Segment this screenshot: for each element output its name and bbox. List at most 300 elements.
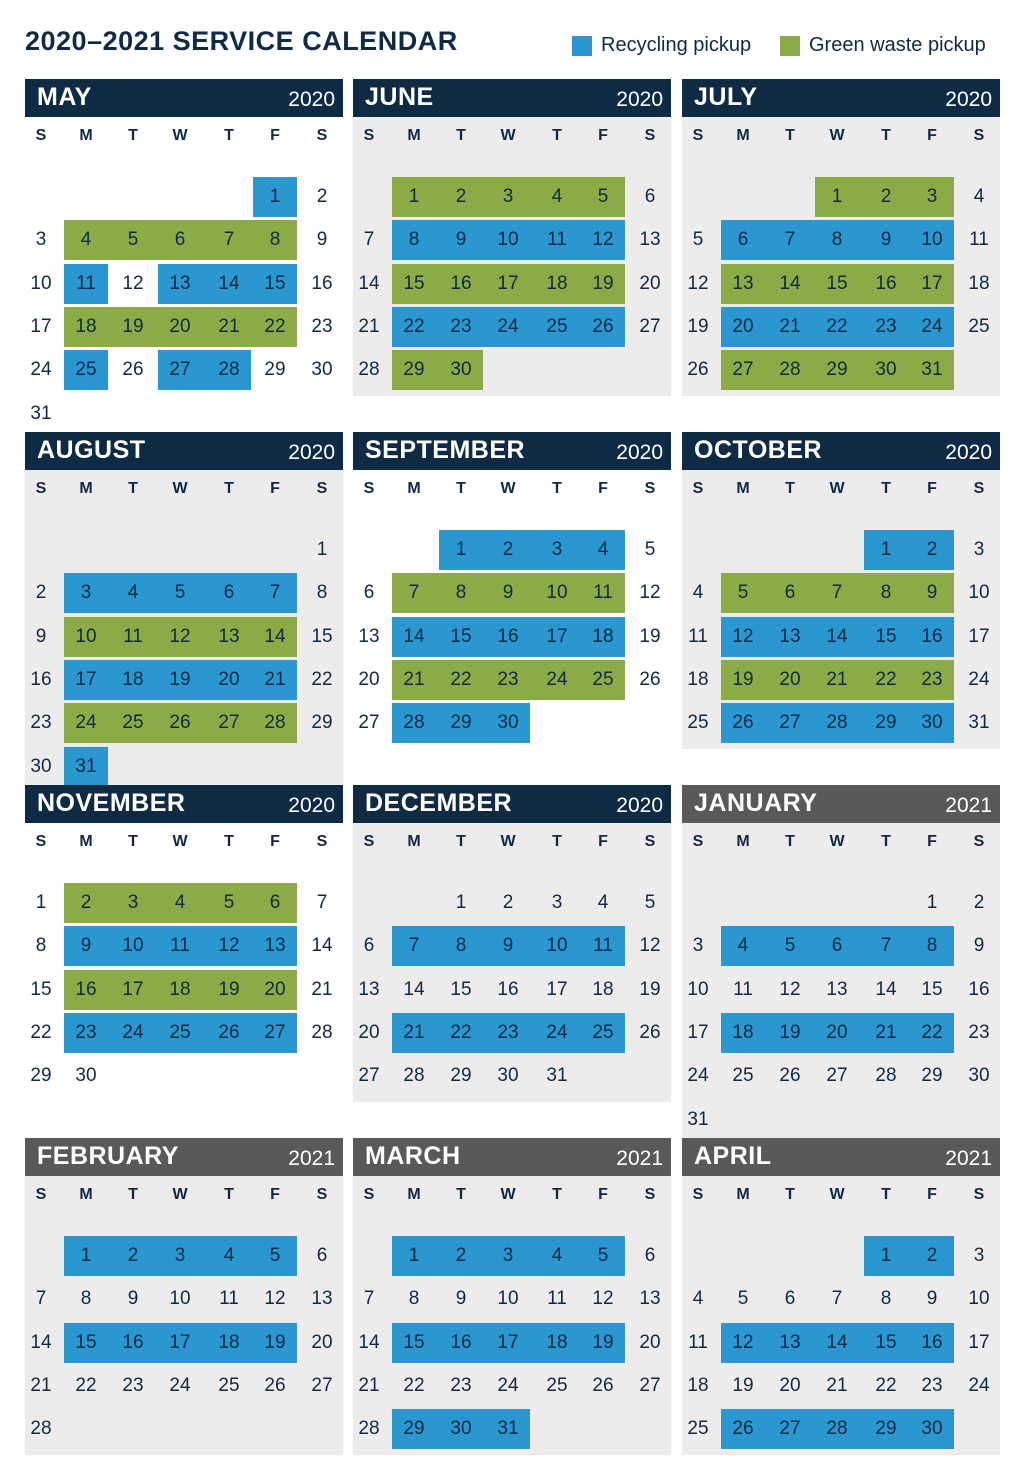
weekday-label: M	[736, 1186, 750, 1203]
month-january	[682, 785, 1000, 1130]
day-cell: 23	[921, 668, 943, 690]
day-cell: 15	[450, 625, 472, 647]
month-february	[25, 1138, 343, 1478]
day-cell: 23	[921, 1374, 943, 1396]
day-cell: 5	[127, 229, 139, 251]
day-cell: 10	[30, 272, 52, 294]
weekday-label: T	[224, 480, 234, 497]
day-cell: 31	[497, 1418, 519, 1440]
weekday-label: W	[829, 480, 845, 497]
weekday-label: W	[500, 1186, 516, 1203]
day-cell: 8	[408, 229, 420, 251]
day-cell: 12	[592, 229, 614, 251]
day-cell: 31	[75, 755, 97, 777]
day-cell: 25	[546, 1374, 568, 1396]
month-header	[682, 432, 1000, 470]
day-cell: 13	[358, 625, 380, 647]
day-cell: 8	[408, 1288, 420, 1310]
day-cell: 29	[450, 1065, 472, 1087]
month-year: 2021	[288, 1147, 335, 1170]
day-cell: 28	[826, 1418, 848, 1440]
day-cell: 15	[311, 625, 333, 647]
day-cell: 22	[403, 1374, 425, 1396]
day-cell: 1	[408, 1245, 420, 1266]
day-cell: 2	[926, 539, 938, 560]
day-cell: 18	[687, 668, 709, 690]
month-april	[682, 1138, 1000, 1478]
day-cell: 28	[358, 1418, 380, 1440]
day-cell: 6	[644, 186, 656, 207]
weekday-label: T	[785, 127, 795, 144]
day-cell: 15	[75, 1331, 97, 1353]
day-cell: 29	[875, 1418, 897, 1440]
day-cell: 27	[264, 1021, 286, 1043]
day-cell: 22	[921, 1021, 943, 1043]
day-cell: 23	[75, 1021, 97, 1043]
day-cell: 12	[732, 1331, 754, 1353]
day-cell: 10	[122, 935, 144, 957]
day-cell: 22	[30, 1021, 52, 1043]
month-name: MAY	[37, 83, 92, 111]
day-cell: 4	[597, 539, 609, 560]
day-cell: 15	[875, 1331, 897, 1353]
day-cell: 30	[968, 1065, 990, 1087]
day-cell: 8	[831, 229, 843, 251]
weekday-label: W	[172, 1186, 188, 1203]
weekday-label: W	[172, 833, 188, 850]
day-cell: 10	[687, 978, 709, 1000]
day-cell: 13	[779, 1331, 801, 1353]
day-cell: 1	[316, 539, 328, 560]
weekday-label: T	[881, 1186, 891, 1203]
month-grid	[682, 1176, 1000, 1455]
day-cell: 14	[311, 935, 333, 957]
day-cell: 17	[75, 668, 97, 690]
day-cell: 11	[593, 582, 613, 604]
day-cell: 27	[358, 712, 380, 734]
month-grid	[682, 117, 1000, 396]
month-name: JANUARY	[694, 789, 818, 817]
day-cell: 8	[35, 935, 47, 957]
day-cell: 22	[875, 668, 897, 690]
month-year: 2020	[288, 794, 335, 817]
day-cell: 19	[592, 1331, 614, 1353]
weekday-label: S	[692, 1186, 704, 1203]
day-cell: 16	[497, 978, 519, 1000]
weekday-label: M	[79, 480, 93, 497]
day-cell: 5	[737, 582, 749, 604]
day-cell: 10	[968, 1288, 990, 1310]
day-cell: 25	[592, 668, 614, 690]
day-cell: 2	[35, 582, 47, 604]
day-cell: 27	[311, 1374, 333, 1396]
weekday-label: T	[552, 833, 562, 850]
day-cell: 16	[968, 978, 990, 1000]
day-cell: 7	[223, 229, 235, 251]
day-cell: 25	[218, 1374, 240, 1396]
month-year: 2020	[945, 88, 992, 111]
day-cell: 20	[639, 272, 661, 294]
day-cell: 21	[30, 1374, 52, 1396]
day-cell: 28	[311, 1021, 333, 1043]
day-cell: 12	[218, 935, 240, 957]
day-cell: 9	[35, 625, 47, 647]
weekday-label: S	[644, 1186, 656, 1203]
day-cell: 11	[969, 229, 989, 251]
day-cell: 18	[122, 668, 144, 690]
month-june	[353, 79, 671, 419]
month-grid	[353, 823, 671, 1102]
day-cell: 20	[311, 1331, 333, 1353]
day-cell: 19	[732, 668, 754, 690]
day-cell: 15	[450, 978, 472, 1000]
weekday-label: S	[644, 127, 656, 144]
weekday-label: S	[35, 1186, 47, 1203]
legend-recycling	[572, 34, 751, 57]
weekday-label: M	[407, 127, 421, 144]
weekday-label: T	[224, 833, 234, 850]
day-cell: 20	[639, 1331, 661, 1353]
month-grid	[682, 470, 1000, 749]
weekday-label: S	[316, 833, 328, 850]
day-cell: 6	[363, 582, 375, 604]
day-cell: 7	[35, 1288, 47, 1310]
day-cell: 22	[264, 315, 286, 337]
day-cell: 4	[80, 229, 92, 251]
month-year: 2020	[616, 441, 663, 464]
day-cell: 22	[75, 1374, 97, 1396]
weekday-label: S	[692, 833, 704, 850]
day-cell: 4	[223, 1245, 235, 1266]
weekday-label: T	[128, 127, 138, 144]
weekday-label: T	[456, 833, 466, 850]
weekday-label: W	[500, 127, 516, 144]
day-cell: 7	[408, 582, 420, 604]
weekday-label: S	[316, 1186, 328, 1203]
day-cell: 25	[122, 712, 144, 734]
day-cell: 28	[358, 359, 380, 381]
day-cell: 5	[784, 935, 796, 957]
month-year: 2020	[945, 441, 992, 464]
day-cell: 1	[926, 892, 938, 913]
day-cell: 28	[403, 712, 425, 734]
day-cell: 26	[592, 315, 614, 337]
weekday-label: T	[881, 127, 891, 144]
month-name: JUNE	[365, 83, 434, 111]
day-cell: 11	[593, 935, 613, 957]
day-cell: 10	[497, 1288, 519, 1310]
day-cell: 25	[732, 1065, 754, 1087]
day-cell: 1	[880, 539, 892, 560]
day-cell: 24	[75, 712, 97, 734]
day-cell: 25	[687, 712, 709, 734]
day-cell: 16	[450, 1331, 472, 1353]
day-cell: 4	[737, 935, 749, 957]
month-year: 2020	[288, 88, 335, 111]
day-cell: 25	[687, 1418, 709, 1440]
day-cell: 26	[639, 1021, 661, 1043]
day-cell: 20	[779, 668, 801, 690]
weekday-label: S	[363, 480, 375, 497]
day-cell: 10	[169, 1288, 191, 1310]
day-cell: 24	[122, 1021, 144, 1043]
day-cell: 11	[547, 1288, 567, 1310]
day-cell: 2	[455, 186, 467, 207]
day-cell: 21	[779, 315, 801, 337]
day-cell: 1	[269, 186, 281, 207]
day-cell: 10	[921, 229, 943, 251]
day-cell: 14	[403, 978, 425, 1000]
weekday-label: M	[407, 480, 421, 497]
day-cell: 8	[316, 582, 328, 604]
day-cell: 3	[174, 1245, 186, 1266]
day-cell: 17	[968, 625, 990, 647]
day-cell: 23	[497, 1021, 519, 1043]
day-cell: 2	[80, 892, 92, 913]
month-name: JULY	[694, 83, 758, 111]
day-cell: 28	[403, 1065, 425, 1087]
day-cell: 6	[174, 229, 186, 251]
day-cell: 21	[826, 1374, 848, 1396]
day-cell: 1	[880, 1245, 892, 1266]
day-cell: 11	[547, 229, 567, 251]
weekday-label: S	[35, 833, 47, 850]
day-cell: 17	[497, 1331, 519, 1353]
day-cell: 19	[687, 315, 709, 337]
day-cell: 5	[644, 539, 656, 560]
weekday-label: T	[881, 480, 891, 497]
month-name: MARCH	[365, 1142, 461, 1170]
day-cell: 24	[546, 668, 568, 690]
day-cell: 23	[450, 1374, 472, 1396]
weekday-label: F	[598, 127, 608, 144]
legend-green-waste	[780, 34, 986, 57]
day-cell: 12	[687, 272, 709, 294]
day-cell: 4	[127, 582, 139, 604]
day-cell: 4	[174, 892, 186, 913]
weekday-label: T	[552, 480, 562, 497]
weekday-label: S	[973, 1186, 985, 1203]
month-header	[682, 79, 1000, 117]
day-cell: 18	[592, 625, 614, 647]
day-cell: 3	[692, 935, 704, 957]
weekday-label: W	[829, 833, 845, 850]
weekday-label: S	[973, 480, 985, 497]
day-cell: 2	[127, 1245, 139, 1266]
day-cell: 14	[30, 1331, 52, 1353]
day-cell: 26	[264, 1374, 286, 1396]
day-cell: 3	[926, 186, 938, 207]
day-cell: 22	[875, 1374, 897, 1396]
day-cell: 9	[502, 582, 514, 604]
day-cell: 11	[76, 272, 96, 294]
day-cell: 6	[316, 1245, 328, 1266]
day-cell: 29	[921, 1065, 943, 1087]
page-title: 2020–2021 SERVICE CALENDAR	[25, 26, 458, 56]
legend-green-waste-label: Green waste pickup	[809, 34, 986, 56]
day-cell: 3	[973, 1245, 985, 1266]
day-cell: 18	[546, 272, 568, 294]
day-cell: 7	[363, 229, 375, 251]
month-header	[682, 1138, 1000, 1176]
weekday-label: T	[456, 127, 466, 144]
weekday-label: T	[128, 480, 138, 497]
day-cell: 28	[779, 359, 801, 381]
day-cell: 28	[826, 712, 848, 734]
day-cell: 18	[968, 272, 990, 294]
day-cell: 19	[779, 1021, 801, 1043]
day-cell: 20	[732, 315, 754, 337]
day-cell: 27	[779, 712, 801, 734]
day-cell: 9	[973, 935, 985, 957]
day-cell: 20	[358, 668, 380, 690]
day-cell: 6	[644, 1245, 656, 1266]
day-cell: 18	[169, 978, 191, 1000]
day-cell: 6	[831, 935, 843, 957]
day-cell: 4	[973, 186, 985, 207]
day-cell: 31	[968, 712, 990, 734]
day-cell: 9	[455, 229, 467, 251]
day-cell: 5	[692, 229, 704, 251]
day-cell: 26	[169, 712, 191, 734]
day-cell: 23	[450, 315, 472, 337]
weekday-label: S	[973, 127, 985, 144]
month-grid	[25, 1176, 343, 1455]
day-cell: 23	[497, 668, 519, 690]
day-cell: 12	[592, 1288, 614, 1310]
day-cell: 16	[311, 272, 333, 294]
day-cell: 23	[875, 315, 897, 337]
day-cell: 16	[75, 978, 97, 1000]
month-name: DECEMBER	[365, 789, 513, 817]
month-name: AUGUST	[37, 436, 146, 464]
day-cell: 23	[30, 712, 52, 734]
weekday-label: S	[363, 127, 375, 144]
day-cell: 26	[732, 712, 754, 734]
weekday-label: T	[881, 833, 891, 850]
day-cell: 30	[450, 359, 472, 381]
day-cell: 13	[732, 272, 754, 294]
day-cell: 14	[826, 625, 848, 647]
month-name: FEBRUARY	[37, 1142, 179, 1170]
day-cell: 29	[264, 359, 286, 381]
day-cell: 16	[875, 272, 897, 294]
month-march	[353, 1138, 671, 1478]
day-cell: 26	[732, 1418, 754, 1440]
day-cell: 29	[403, 1418, 425, 1440]
weekday-label: M	[736, 833, 750, 850]
day-cell: 25	[169, 1021, 191, 1043]
month-header	[682, 785, 1000, 823]
day-cell: 21	[826, 668, 848, 690]
day-cell: 3	[973, 539, 985, 560]
day-cell: 2	[455, 1245, 467, 1266]
month-july	[682, 79, 1000, 419]
day-cell: 30	[497, 1065, 519, 1087]
day-cell: 9	[127, 1288, 139, 1310]
day-cell: 30	[497, 712, 519, 734]
month-grid	[25, 823, 343, 1102]
day-cell: 13	[639, 1288, 661, 1310]
day-cell: 5	[597, 1245, 609, 1266]
day-cell: 7	[316, 892, 328, 913]
day-cell: 15	[264, 272, 286, 294]
weekday-label: T	[456, 480, 466, 497]
day-cell: 5	[644, 892, 656, 913]
day-cell: 14	[779, 272, 801, 294]
day-cell: 30	[30, 755, 52, 777]
day-cell: 2	[502, 539, 514, 560]
day-cell: 11	[170, 935, 190, 957]
day-cell: 29	[450, 712, 472, 734]
day-cell: 8	[455, 582, 467, 604]
day-cell: 18	[218, 1331, 240, 1353]
month-year: 2020	[616, 794, 663, 817]
day-cell: 23	[311, 315, 333, 337]
day-cell: 22	[311, 668, 333, 690]
day-cell: 21	[264, 668, 286, 690]
day-cell: 27	[639, 315, 661, 337]
day-cell: 14	[264, 625, 286, 647]
day-cell: 24	[497, 315, 519, 337]
weekday-label: W	[172, 480, 188, 497]
month-year: 2020	[616, 88, 663, 111]
day-cell: 17	[122, 978, 144, 1000]
day-cell: 4	[551, 1245, 563, 1266]
weekday-label: F	[270, 1186, 280, 1203]
day-cell: 26	[779, 1065, 801, 1087]
day-cell: 13	[826, 978, 848, 1000]
day-cell: 15	[921, 978, 943, 1000]
day-cell: 18	[687, 1374, 709, 1396]
day-cell: 4	[692, 582, 704, 604]
day-cell: 9	[880, 229, 892, 251]
day-cell: 2	[502, 892, 514, 913]
day-cell: 17	[968, 1331, 990, 1353]
day-cell: 31	[546, 1065, 568, 1087]
day-cell: 8	[880, 582, 892, 604]
day-cell: 31	[921, 359, 943, 381]
month-name: APRIL	[694, 1142, 772, 1170]
day-cell: 10	[546, 582, 568, 604]
day-cell: 7	[363, 1288, 375, 1310]
month-header	[353, 432, 671, 470]
day-cell: 4	[597, 892, 609, 913]
month-grid	[25, 117, 343, 440]
day-cell: 28	[218, 359, 240, 381]
day-cell: 23	[122, 1374, 144, 1396]
day-cell: 20	[169, 315, 191, 337]
day-cell: 8	[880, 1288, 892, 1310]
day-cell: 9	[80, 935, 92, 957]
day-cell: 13	[358, 978, 380, 1000]
day-cell: 11	[123, 625, 143, 647]
weekday-label: S	[363, 833, 375, 850]
month-december	[353, 785, 671, 1125]
day-cell: 6	[269, 892, 281, 913]
weekday-label: F	[270, 480, 280, 497]
day-cell: 27	[169, 359, 191, 381]
day-cell: 27	[358, 1065, 380, 1087]
weekday-label: T	[785, 1186, 795, 1203]
day-cell: 12	[639, 582, 661, 604]
day-cell: 3	[502, 186, 514, 207]
day-cell: 25	[968, 315, 990, 337]
day-cell: 14	[826, 1331, 848, 1353]
weekday-label: F	[927, 833, 937, 850]
weekday-label: T	[552, 127, 562, 144]
day-cell: 19	[218, 978, 240, 1000]
